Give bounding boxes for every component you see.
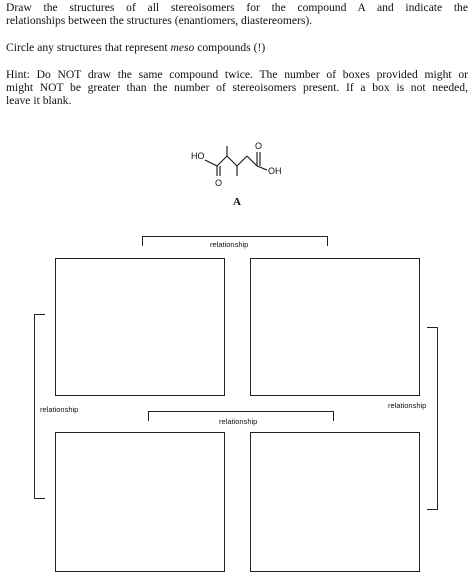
- hint-line: Hint: Do NOT draw the same compound twice. The number of boxes provided might or: [6, 68, 468, 81]
- hint-line: leave it blank.: [6, 94, 72, 107]
- bond: [237, 156, 247, 166]
- left-relationship-label: relationship: [40, 405, 79, 414]
- middle-relationship-label: relationship: [219, 417, 258, 426]
- instruction-line: relationships between the structures (enantiomers, diastereomers).: [6, 14, 313, 27]
- bond: [217, 156, 227, 166]
- stereoisomer-box-4[interactable]: [250, 432, 420, 572]
- stereoisomer-box-1[interactable]: [55, 258, 225, 396]
- instruction-paragraph: [6, 1, 468, 27]
- right-relationship-bracket: [427, 327, 438, 510]
- bond: [257, 166, 267, 170]
- meso-italic: meso: [170, 41, 195, 54]
- stereoisomer-box-3[interactable]: [55, 432, 225, 572]
- compound-label: A: [233, 196, 241, 208]
- meso-text-after: compounds (!): [194, 41, 266, 54]
- hint-line: might NOT be greater than the number of stereoisomers present. If a box is not needed,: [6, 81, 468, 94]
- compound-a-structure: [175, 128, 305, 190]
- hint-paragraph: [6, 68, 468, 107]
- meso-text-before: Circle any structures that represent: [6, 41, 171, 54]
- meso-instruction: [6, 41, 468, 54]
- stereoisomer-box-2[interactable]: [250, 258, 420, 396]
- top-relationship-label: relationship: [210, 240, 249, 249]
- right-relationship-label: relationship: [388, 401, 427, 410]
- o-bottom-label: O: [215, 178, 223, 188]
- oh-label: OH: [268, 166, 282, 176]
- bond: [227, 156, 237, 166]
- bond: [247, 156, 257, 166]
- o-top-label: O: [255, 141, 263, 151]
- bond: [205, 160, 217, 166]
- ho-label: HO: [191, 151, 205, 161]
- instruction-line: Draw the structures of all stereoisomers for the compound A and indicate the: [6, 1, 468, 14]
